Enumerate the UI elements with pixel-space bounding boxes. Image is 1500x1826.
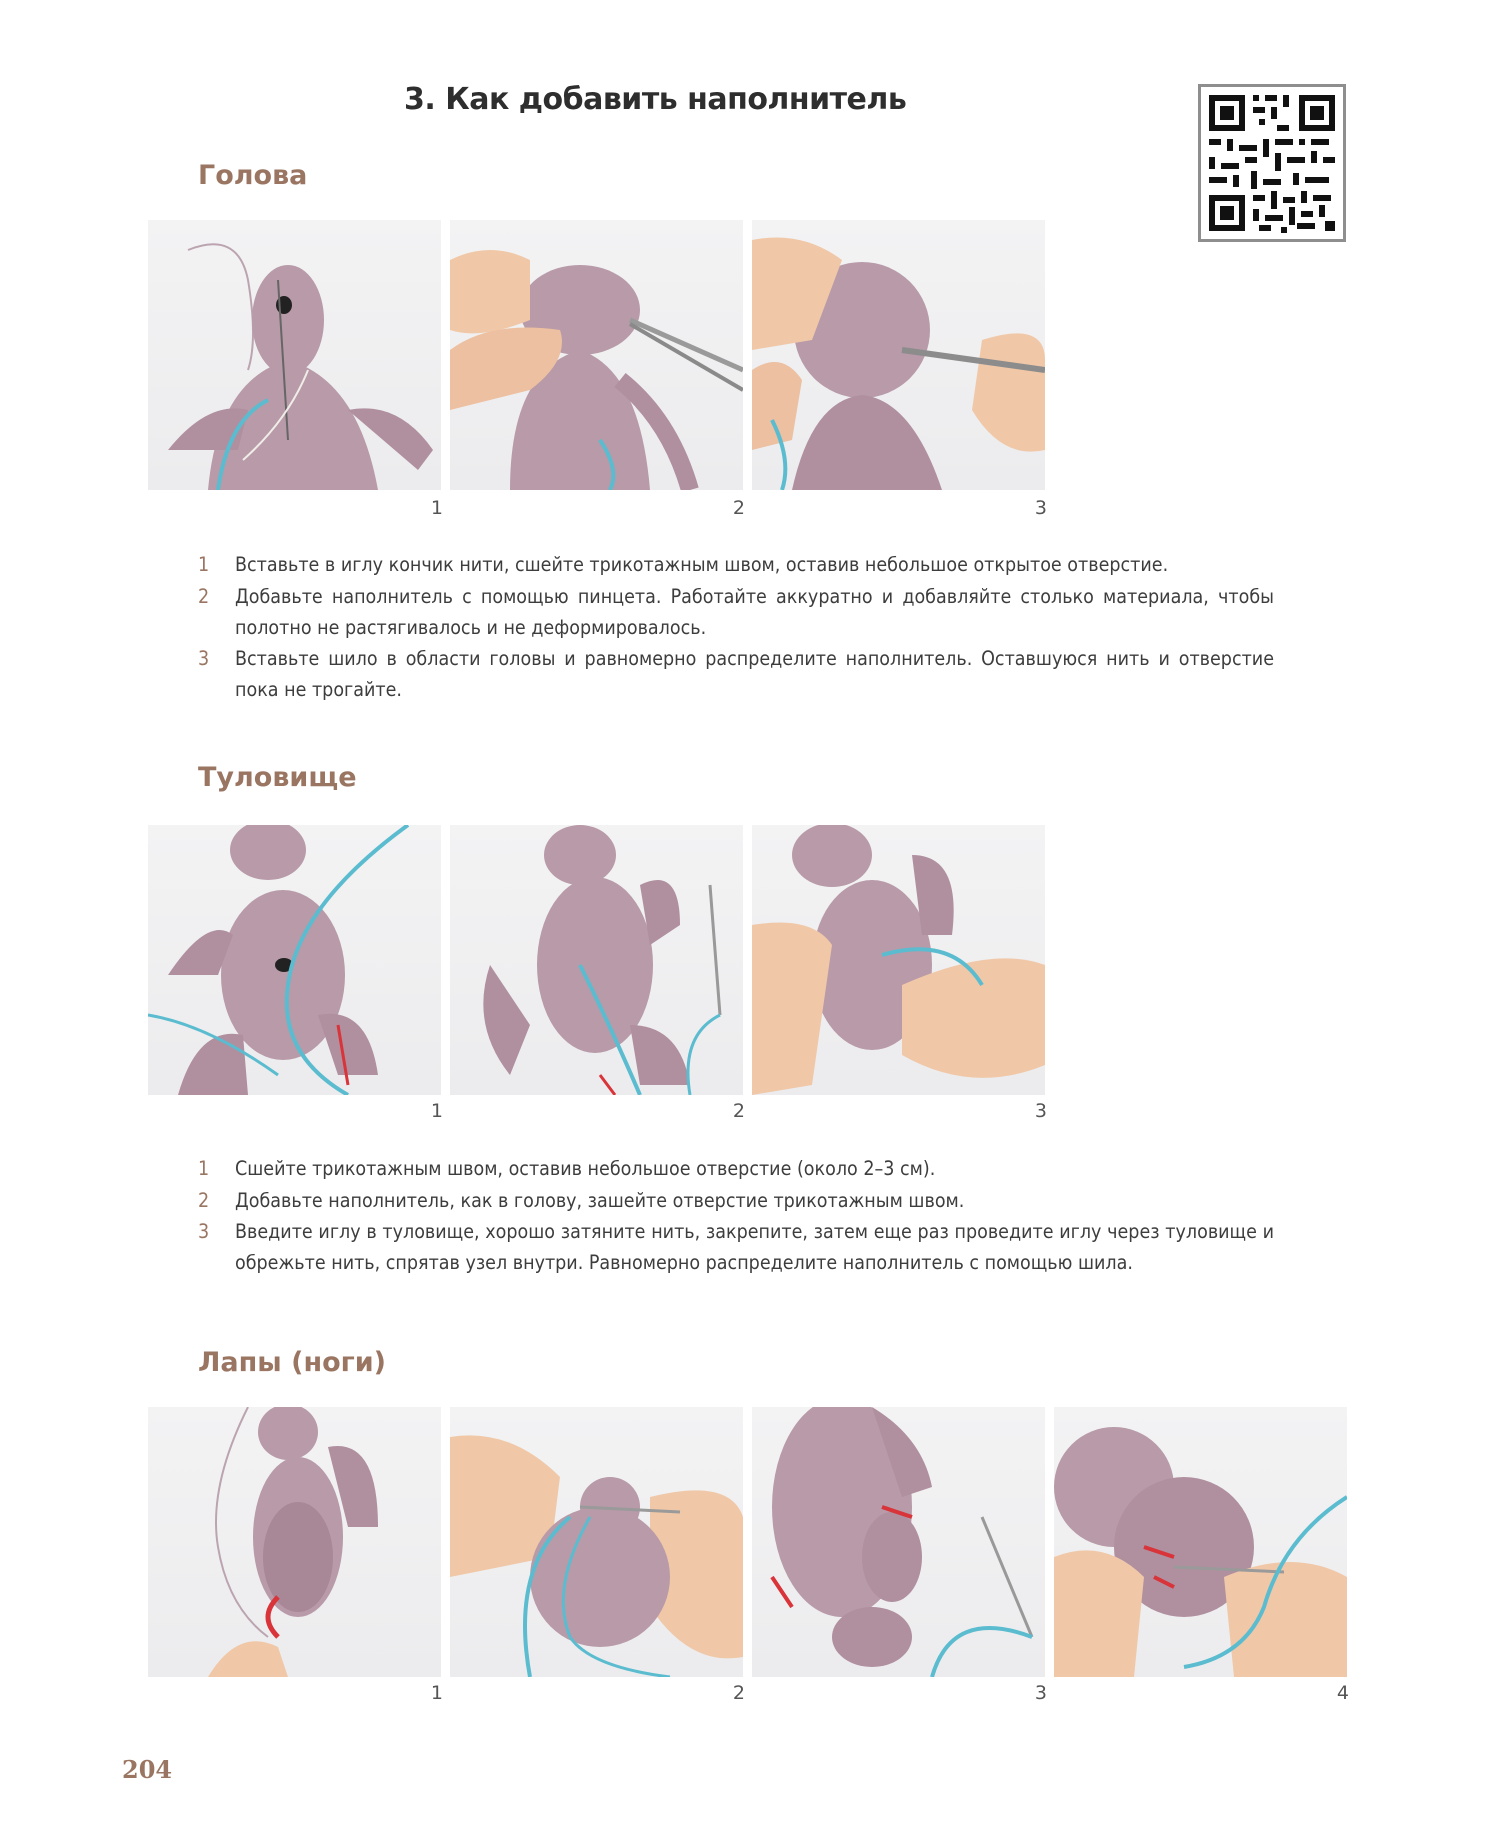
steps-list-head bbox=[198, 549, 1274, 709]
photo-legs-3 bbox=[752, 1407, 1045, 1677]
step-number: 1 bbox=[198, 1157, 210, 1180]
photo-caption: 2 bbox=[732, 1100, 745, 1122]
page-number: 204 bbox=[122, 1755, 173, 1784]
step-number: 3 bbox=[198, 647, 210, 670]
photo-legs-4 bbox=[1054, 1407, 1347, 1677]
photo-caption: 1 bbox=[430, 1682, 443, 1704]
photo-head-1 bbox=[148, 220, 441, 490]
photo-legs-1 bbox=[148, 1407, 441, 1677]
steps-list-body bbox=[198, 1153, 1274, 1283]
qr-code-graphic bbox=[1201, 87, 1343, 239]
photo-head-2 bbox=[450, 220, 743, 490]
page-title: 3. Как добавить наполнитель bbox=[404, 82, 907, 117]
step-text: Вставьте в иглу кончик нити, сшейте трикотажным швом, оставив небольшое открытое отверстие. bbox=[235, 553, 1169, 576]
photo-caption: 2 bbox=[732, 1682, 745, 1704]
step-number: 3 bbox=[198, 1220, 210, 1243]
photo-body-1 bbox=[148, 825, 441, 1095]
photo-caption: 3 bbox=[1034, 1100, 1047, 1122]
photo-body-2 bbox=[450, 825, 743, 1095]
section-heading-legs: Лапы (ноги) bbox=[198, 1347, 387, 1378]
step-text: Вставьте шило в области головы и равномерно распределите наполнитель. Оставшуюся нить и отверстие пока не трогайте. bbox=[235, 647, 1274, 701]
step-text: Добавьте наполнитель с помощью пинцета. Работайте аккуратно и добавляйте столько материала, чтобы полотно не растягивалось и не деформировалось. bbox=[235, 585, 1274, 639]
step-text: Добавьте наполнитель, как в голову, зашейте отверстие трикотажным швом. bbox=[235, 1189, 965, 1212]
step-text: Введите иглу в туловище, хорошо затяните нить, закрепите, затем еще раз проведите иглу через туловище и обрежьте нить, спрятав узел внутри. Равномерно распределите наполнитель с помощью шила. bbox=[235, 1220, 1274, 1274]
qr-code-icon bbox=[1198, 84, 1346, 242]
photo-caption: 4 bbox=[1336, 1682, 1349, 1704]
photo-caption: 3 bbox=[1034, 1682, 1047, 1704]
photo-body-3 bbox=[752, 825, 1045, 1095]
photo-legs-2 bbox=[450, 1407, 743, 1677]
step-number: 2 bbox=[198, 1189, 210, 1212]
step-number: 2 bbox=[198, 585, 210, 608]
photo-head-3 bbox=[752, 220, 1045, 490]
section-heading-head: Голова bbox=[198, 160, 308, 191]
step-text: Сшейте трикотажным швом, оставив небольшое отверстие (около 2–3 см). bbox=[235, 1157, 936, 1180]
photo-caption: 2 bbox=[732, 497, 745, 519]
photo-caption: 1 bbox=[430, 497, 443, 519]
photo-caption: 3 bbox=[1034, 497, 1047, 519]
photo-caption: 1 bbox=[430, 1100, 443, 1122]
step-number: 1 bbox=[198, 553, 210, 576]
section-heading-body: Туловище bbox=[198, 762, 357, 793]
